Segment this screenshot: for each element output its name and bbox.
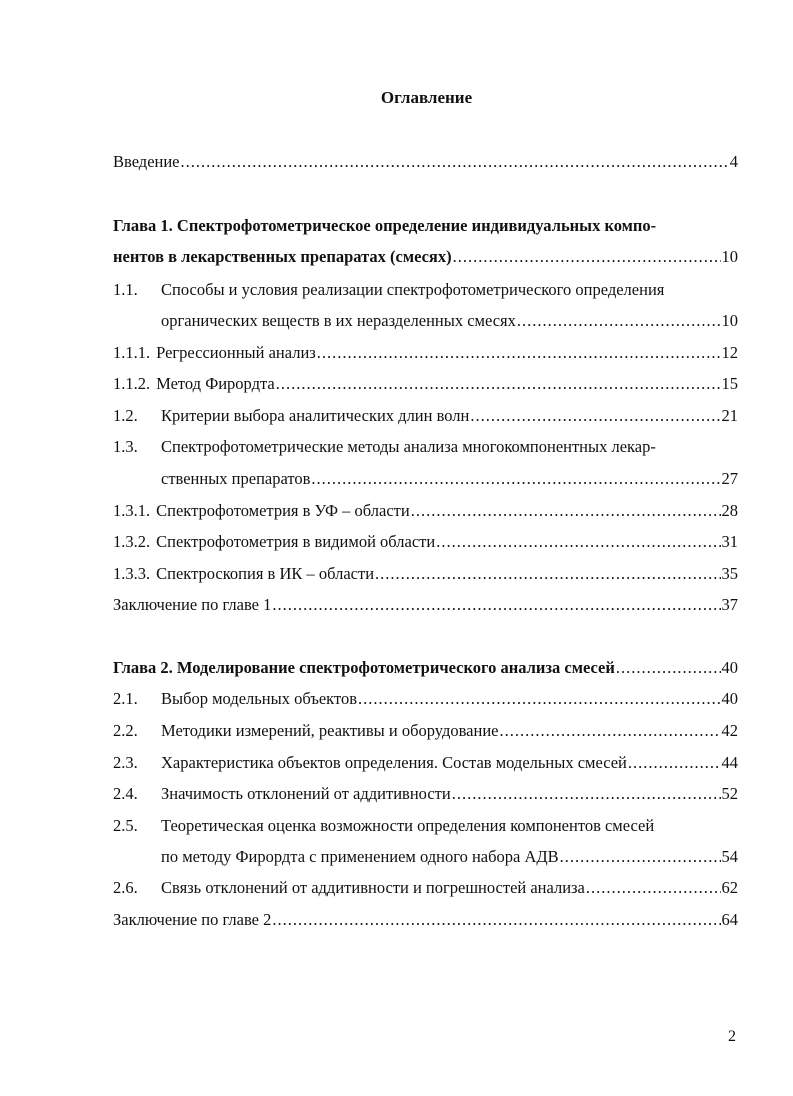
toc-entry-intro[interactable] [113, 150, 738, 174]
toc-leader [470, 404, 720, 428]
toc-text: Спектроскопия в ИК – области [156, 564, 375, 583]
toc-text: Глава 1. Спектрофотометрическое определение индивидуальных компо- [113, 216, 657, 235]
toc-text: Методики измерений, реактивы и оборудование [161, 721, 499, 740]
toc-page: 28 [721, 501, 738, 520]
toc-text: ственных препаратов [161, 469, 311, 488]
toc-entry-2-6[interactable] [113, 876, 738, 900]
toc-entry-1-1-1[interactable] [113, 341, 738, 365]
toc-entry-1-3-2[interactable] [113, 530, 738, 554]
page-title: Оглавление [380, 88, 473, 107]
toc-entry-1-3-1[interactable] [113, 499, 738, 523]
page-number: 2 [728, 1028, 736, 1045]
toc-text: нентов в лекарственных препаратах (смесях) [113, 247, 452, 266]
toc-text: Спектрофотометрия в УФ – области [156, 501, 410, 520]
toc-entry-1-3-cont[interactable] [161, 467, 738, 491]
toc-text: Характеристика объектов определения. Состав модельных смесей [161, 753, 627, 772]
toc-entry-conclusion-2[interactable] [113, 908, 738, 932]
toc-page: 44 [721, 753, 738, 772]
toc-leader [453, 245, 721, 269]
toc-chapter-1-line2[interactable] [113, 245, 738, 269]
toc-text: Регрессионный анализ [156, 343, 316, 362]
toc-leader [317, 341, 721, 365]
toc-entry-1-3-3[interactable] [113, 562, 738, 586]
toc-page: 27 [721, 469, 738, 488]
toc-num: 1.1.2. [113, 374, 151, 393]
toc-leader [436, 530, 720, 554]
toc-page: 52 [721, 784, 738, 803]
toc-num: 1.2. [113, 406, 138, 425]
toc-text: по методу Фирордта с применением одного набора АДВ [161, 847, 559, 866]
toc-page: 21 [721, 406, 738, 425]
toc-page: 12 [721, 343, 738, 362]
toc-num: 1.3. [113, 437, 138, 456]
toc-page: 15 [721, 374, 738, 393]
toc-entry-1-1-cont[interactable] [161, 309, 738, 333]
toc-page: 4 [729, 152, 738, 171]
toc-leader [452, 782, 721, 806]
toc-text: Заключение по главе 2 [113, 910, 272, 929]
toc-entry-1-1[interactable] [113, 278, 738, 302]
toc-entry-1-2[interactable] [113, 404, 738, 428]
toc-num: 1.1. [113, 280, 138, 299]
toc-leader [358, 687, 720, 711]
toc-leader [411, 499, 721, 523]
toc-leader [375, 562, 720, 586]
toc-num: 2.6. [113, 878, 138, 897]
toc-text: Связь отклонений от аддитивности и погрешностей анализа [161, 878, 585, 897]
toc-num: 2.3. [113, 753, 138, 772]
toc-page: 42 [721, 721, 738, 740]
toc-leader [500, 719, 721, 743]
toc-page: 10 [721, 247, 738, 266]
toc-leader [276, 372, 721, 396]
toc-leader [272, 908, 720, 932]
toc-page: 40 [721, 658, 738, 677]
toc-text: Теоретическая оценка возможности определения компонентов смесей [161, 816, 655, 835]
toc-text: Значимость отклонений от аддитивности [161, 784, 451, 803]
toc-text: Глава 2. Моделирование спектрофотометрического анализа смесей [113, 658, 615, 677]
toc-entry-2-3[interactable] [113, 751, 738, 775]
toc-page: 62 [721, 878, 738, 897]
toc-entry-2-2[interactable] [113, 719, 738, 743]
toc-leader [181, 150, 729, 174]
toc-num: 1.1.1. [113, 343, 151, 362]
toc-text: Спектрофотометрические методы анализа многокомпонентных лекар- [161, 437, 656, 456]
toc-text: Способы и условия реализации спектрофотометрического определения [161, 280, 665, 299]
toc-page: 31 [721, 532, 738, 551]
toc-leader [628, 751, 721, 775]
toc-num: 2.4. [113, 784, 138, 803]
toc-entry-1-1-2[interactable] [113, 372, 738, 396]
toc-page: 37 [721, 595, 738, 614]
toc-page: 35 [721, 564, 738, 583]
toc-page: 54 [721, 847, 738, 866]
toc-leader [586, 876, 721, 900]
toc-page: 64 [721, 910, 738, 929]
toc-text: органических веществ в их неразделенных смесях [161, 311, 516, 330]
toc-entry-2-5[interactable] [113, 814, 738, 838]
toc-entry-2-5-cont[interactable] [161, 845, 738, 869]
toc-entry-2-4[interactable] [113, 782, 738, 806]
toc-num: 1.3.2. [113, 532, 151, 551]
toc-leader [311, 467, 720, 491]
toc-leader [560, 845, 721, 869]
toc-num: 1.3.3. [113, 564, 151, 583]
toc-num: 1.3.1. [113, 501, 151, 520]
toc-text: Спектрофотометрия в видимой области [156, 532, 436, 551]
toc-leader [616, 656, 721, 680]
toc-text: Критерии выбора аналитических длин волн [161, 406, 470, 425]
toc-entry-2-1[interactable] [113, 687, 738, 711]
toc-num: 2.2. [113, 721, 138, 740]
toc-leader [272, 593, 720, 617]
toc-chapter-2[interactable] [113, 656, 738, 680]
toc-text: Метод Фирордта [156, 374, 275, 393]
toc-text: Введение [113, 152, 180, 171]
toc-num: 2.1. [113, 689, 138, 708]
toc-page: 10 [721, 311, 738, 330]
toc-page: 40 [721, 689, 738, 708]
toc-num: 2.5. [113, 816, 138, 835]
toc-text: Выбор модельных объектов [161, 689, 358, 708]
toc-chapter-1-line1[interactable] [113, 214, 738, 238]
toc-leader [517, 309, 721, 333]
toc-text: Заключение по главе 1 [113, 595, 272, 614]
toc-entry-conclusion-1[interactable] [113, 593, 738, 617]
toc-entry-1-3[interactable] [113, 435, 738, 459]
